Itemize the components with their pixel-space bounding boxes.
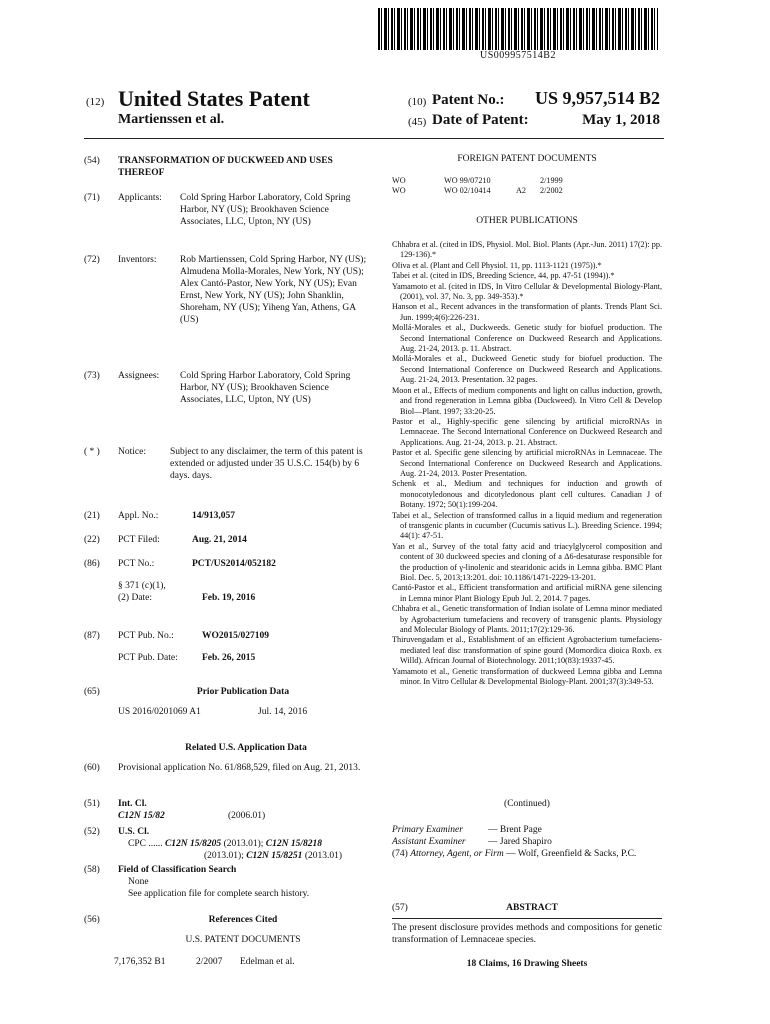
publication-entry: Pastor et al. Specific gene silencing by artificial microRNAs in Lemnaceae. The Second International Conference on Duckweed Research and Applications. Aug. 21-24, 2013. Poster Presentation. <box>392 448 662 478</box>
tag-45: (45) <box>408 116 427 128</box>
inventors-label: Inventors: <box>118 255 157 265</box>
tag-74: (74) <box>392 849 408 859</box>
tag-56: (56) <box>84 915 100 925</box>
field-21 <box>84 510 374 522</box>
us-patent-docs-heading: U.S. PATENT DOCUMENTS <box>185 935 301 945</box>
foreign-docs-heading: FOREIGN PATENT DOCUMENTS <box>457 154 597 164</box>
related-data <box>84 742 374 774</box>
foreign-date: 2/2002 <box>540 186 563 196</box>
foreign-date: 2/1999 <box>540 176 563 185</box>
int-cl-year: (2006.01) <box>228 811 266 821</box>
assignees-label: Assignees: <box>118 371 160 381</box>
ref-name: Edelman et al. <box>240 957 295 967</box>
pct-pub-no-label: PCT Pub. No.: <box>118 631 174 641</box>
tag-58: (58) <box>84 865 100 875</box>
foreign-cc: WO <box>392 176 406 185</box>
us-cl-label: U.S. Cl. <box>118 827 150 837</box>
publication-entry: Moon et al., Effects of medium components and light on callus induction, growth, and frond regeneration in Lemna gibba (Duckweed). In Vitro Cell & Develop Biol—Plant. 1997; 33:20-25. <box>392 385 662 416</box>
inventors-value: Rob Martienssen, Cold Spring Harbor, NY (US); Almudena Molla-Morales, New York, NY (US); Alex Cantó-Pastor, New York, NY (US); Evan Ernst, New York, NY (US); John Shanklin, Shoreham, NY (US); Yiheng Yan, Athens, GA (US) <box>180 255 367 325</box>
s371-date-label: (2) Date: <box>118 593 153 603</box>
related-heading: Related U.S. Application Data <box>185 743 307 753</box>
patent-no-label: Patent No.: <box>432 92 505 108</box>
prior-pub-number: US 2016/0201069 A1 <box>118 707 201 717</box>
field-58 <box>84 864 384 900</box>
cpc-code-1: C12N 15/8205 <box>164 839 222 849</box>
abstract-rule <box>392 918 662 919</box>
publication-entry: Pastor et al., Highly-specific gene silencing by artificial microRNAs in Lemnaceae. The Second International Conference on Duckweed Research and Applications. Aug. 21-24, 2013. p. 21. Abstract. <box>392 416 662 447</box>
other-pubs-list <box>392 240 662 687</box>
tag-12: (12) <box>86 96 105 108</box>
foreign-cc: WO <box>392 186 406 196</box>
tag-21: (21) <box>84 511 100 521</box>
pct-pub-date-label: PCT Pub. Date: <box>118 653 178 663</box>
foreign-kind <box>516 176 540 186</box>
provisional-value: Provisional application No. 61/868,529, filed on Aug. 21, 2013. <box>118 763 361 773</box>
references-heading: References Cited <box>208 915 278 925</box>
field-56 <box>84 914 384 968</box>
prior-pub-heading: Prior Publication Data <box>196 687 290 697</box>
field-87 <box>84 630 384 664</box>
publication-entry: Tabei et al. (cited in IDS, Breeding Science, 44, pp. 47-51 (1994)).* <box>392 271 615 281</box>
barcode-number: US009957514B2 <box>480 50 556 61</box>
attorney-label: Attorney, Agent, or Firm <box>410 849 504 859</box>
continued-label: (Continued) <box>504 799 550 809</box>
field-51 <box>84 798 384 822</box>
cpc-year-2: (2013.01); <box>204 851 244 861</box>
field-52 <box>84 826 384 862</box>
appl-no-label: Appl. No.: <box>118 511 159 521</box>
tag-87: (87) <box>84 631 100 641</box>
assistant-examiner-label: Assistant Examiner <box>392 837 466 847</box>
tag-10: (10) <box>408 96 427 108</box>
pct-pub-no-value: WO2015/027109 <box>202 631 270 641</box>
publication-entry: Yamamoto et al., Genetic transformation of duckweed Lemna gibba and Lemna minor. In Vitro Cellular & Developmental Biology-Plant. 2001;37(3):349-53. <box>392 666 662 687</box>
tag-65: (65) <box>84 687 100 697</box>
publication-entry: Yan et al., Survey of the total fatty acid and triacylglycerol composition and content of 30 duckweed species and cloning of a Δ6-desaturase responsible for the production of γ-linolenic and stearidonic acids in Lemna gibba. BMC Plant Biol. Dec. 5, 2013;13:201. doi: 10.1186/1471-2229-13-201. <box>392 541 662 582</box>
publication-entry: Chhabra et al. (cited in IDS, Physiol. Mol. Biol. Plants (Apr.-Jun. 2011) 17(2): pp. 129-136).* <box>392 240 662 260</box>
appl-no-value: 14/913,057 <box>192 511 236 521</box>
ref-number: 7,176,352 B1 <box>114 957 166 967</box>
field-22 <box>84 534 374 546</box>
applicants-value: Cold Spring Harbor Laboratory, Cold Spring Harbor, NY (US); Brookhaven Science Associates, LLC, Upton, NY (US) <box>180 193 351 227</box>
cpc-year-3: (2013.01) <box>304 851 343 861</box>
ref-date: 2/2007 <box>196 957 223 967</box>
tag-86: (86) <box>84 559 100 569</box>
primary-examiner-label: Primary Examiner <box>392 825 463 835</box>
tag-notice: ( * ) <box>84 447 100 457</box>
publication-entry: Mollá-Morales et al., Duckweed Genetic study for biofuel production. The Second International Conference on Duckweed Research and Applications. Aug. 21-24, 2013. Presentation. 32 pages. <box>392 354 662 385</box>
tag-52: (52) <box>84 827 100 837</box>
field-search-value: None <box>128 877 149 887</box>
field-371 <box>118 580 378 604</box>
abstract-heading: ABSTRACT <box>506 903 558 913</box>
primary-examiner-value: — Brent Page <box>488 825 542 835</box>
field-search-label: Field of Classification Search <box>118 865 237 875</box>
tag-71: (71) <box>84 193 100 203</box>
s371-date-value: Feb. 19, 2016 <box>202 593 256 603</box>
notice-label: Notice: <box>118 447 146 457</box>
tag-54: (54) <box>84 156 100 166</box>
foreign-number: WO 99/07210 <box>444 176 491 185</box>
applicants-label: Applicants: <box>118 193 162 203</box>
prior-pub-date: Jul. 14, 2016 <box>258 707 308 717</box>
claims-summary: 18 Claims, 16 Drawing Sheets <box>466 959 588 969</box>
cpc-code-3: C12N 15/8251 <box>246 851 303 861</box>
examiners <box>392 824 662 860</box>
publication-entry: Mollá-Morales et al., Duckweeds. Genetic study for biofuel production. The Second International Conference on Duckweed Research and Applications. Aug. 21-24, 2013. p. 11. Abstract. <box>392 323 662 354</box>
int-cl-code: C12N 15/82 <box>118 811 165 821</box>
field-65 <box>84 686 374 718</box>
tag-22: (22) <box>84 535 100 545</box>
publication-entry: Cantó-Pastor et al., Efficient transformation and artificial miRNA gene silencing in Lemna minor Plant Biology Epub Jul. 2, 2014. 7 pages. <box>392 583 662 603</box>
assistant-examiner-value: — Jared Shapiro <box>488 837 552 847</box>
cpc-code-2: C12N 15/8218 <box>265 839 322 849</box>
foreign-kind: A2 <box>516 186 527 196</box>
attorney-value: — Wolf, Greenfield & Sacks, P.C. <box>506 849 637 859</box>
pct-filed-value: Aug. 21, 2014 <box>192 535 247 545</box>
cpc-year-1: (2013.01); <box>223 839 264 849</box>
publication-entry: Hanson et al., Recent advances in the transformation of plants. Trends Plant Sci. Jun. 1999;4(6):226-231. <box>392 302 662 322</box>
int-cl-label: Int. Cl. <box>118 799 147 809</box>
tag-72: (72) <box>84 255 100 265</box>
tag-57: (57) <box>392 903 408 913</box>
inventors-short: Martienssen et al. <box>118 112 225 127</box>
pct-filed-label: PCT Filed: <box>118 535 160 545</box>
field-86 <box>84 558 374 570</box>
foreign-docs-list <box>392 176 662 197</box>
publication-entry: Chhabra et al., Genetic transformation of Indian isolate of Lemna minor mediated by Agrobacterium tumefaciens and recovery of transgenic plants. Physiology and Molecular Biology of Plants. 2011;17(2):129-36. <box>392 604 662 635</box>
patent-number: US 9,957,514 B2 <box>534 88 660 108</box>
publication-entry: Tabei et al., Selection of transformed callus in a liquid medium and regeneration of transgenic plants in cucumber (Cucumis sativus L.). Breeding Science. 1994; 44(1): 47-51. <box>392 510 662 541</box>
tag-73: (73) <box>84 371 100 381</box>
publication-entry: Yamamoto et al. (cited in IDS, In Vitro Cellular & Developmental Biology-Plant, (2001), vol. 37, No. 3, pp. 349-353).* <box>392 281 662 302</box>
field-71 <box>84 192 374 228</box>
field-72 <box>84 254 374 326</box>
search-history-note: See application file for complete search history. <box>128 889 310 899</box>
field-notice <box>84 446 374 482</box>
field-54 <box>84 155 374 179</box>
assignees-value: Cold Spring Harbor Laboratory, Cold Spring Harbor, NY (US); Brookhaven Science Associates, LLC, Upton, NY (US) <box>180 371 351 405</box>
abstract-text: The present disclosure provides methods and compositions for genetic transformation of Lemnaceae species. <box>392 923 662 945</box>
pct-pub-date-value: Feb. 26, 2015 <box>202 653 256 663</box>
publication-entry: Oliva et al. (Plant and Cell Physiol. 11, pp. 1113-1121 (1975)).* <box>392 260 602 270</box>
cpc-prefix: CPC ...... <box>128 839 163 849</box>
tag-60: (60) <box>84 763 100 773</box>
pct-no-value: PCT/US2014/052182 <box>192 559 276 569</box>
header-rule <box>84 138 664 139</box>
invention-title: TRANSFORMATION OF DUCKWEED AND USES THEREOF <box>118 156 333 178</box>
foreign-number: WO 02/10414 <box>444 186 491 196</box>
publication-entry: Thiruvengadam et al., Establishment of an efficient Agrobacterium tumefaciens-mediated leaf disc transformation of spine gourd (Momordica dioica Roxb. ex Willd). African Journal of Biotechnology. 2011;10(83):19337-45. <box>392 635 662 666</box>
pct-no-label: PCT No.: <box>118 559 155 569</box>
date-label: Date of Patent: <box>432 112 529 128</box>
other-pubs-heading: OTHER PUBLICATIONS <box>476 216 578 226</box>
barcode <box>378 8 658 50</box>
field-73 <box>84 370 374 406</box>
notice-value: Subject to any disclaimer, the term of this patent is extended or adjusted under 35 U.S.C. 154(b) by 6 days. days. <box>170 447 363 481</box>
s371-label: § 371 (c)(1), <box>118 581 166 591</box>
abstract-heading-row <box>392 902 662 914</box>
tag-51: (51) <box>84 799 100 809</box>
publication-entry: Schenk et al., Medium and techniques for induction and growth of monocotyledonous and dicotyledonous plant cell cultures. Canadian J of Botany. 1972; 50(1):199-204. <box>392 479 662 510</box>
patent-date: May 1, 2018 <box>582 112 660 128</box>
document-title: United States Patent <box>118 86 310 111</box>
